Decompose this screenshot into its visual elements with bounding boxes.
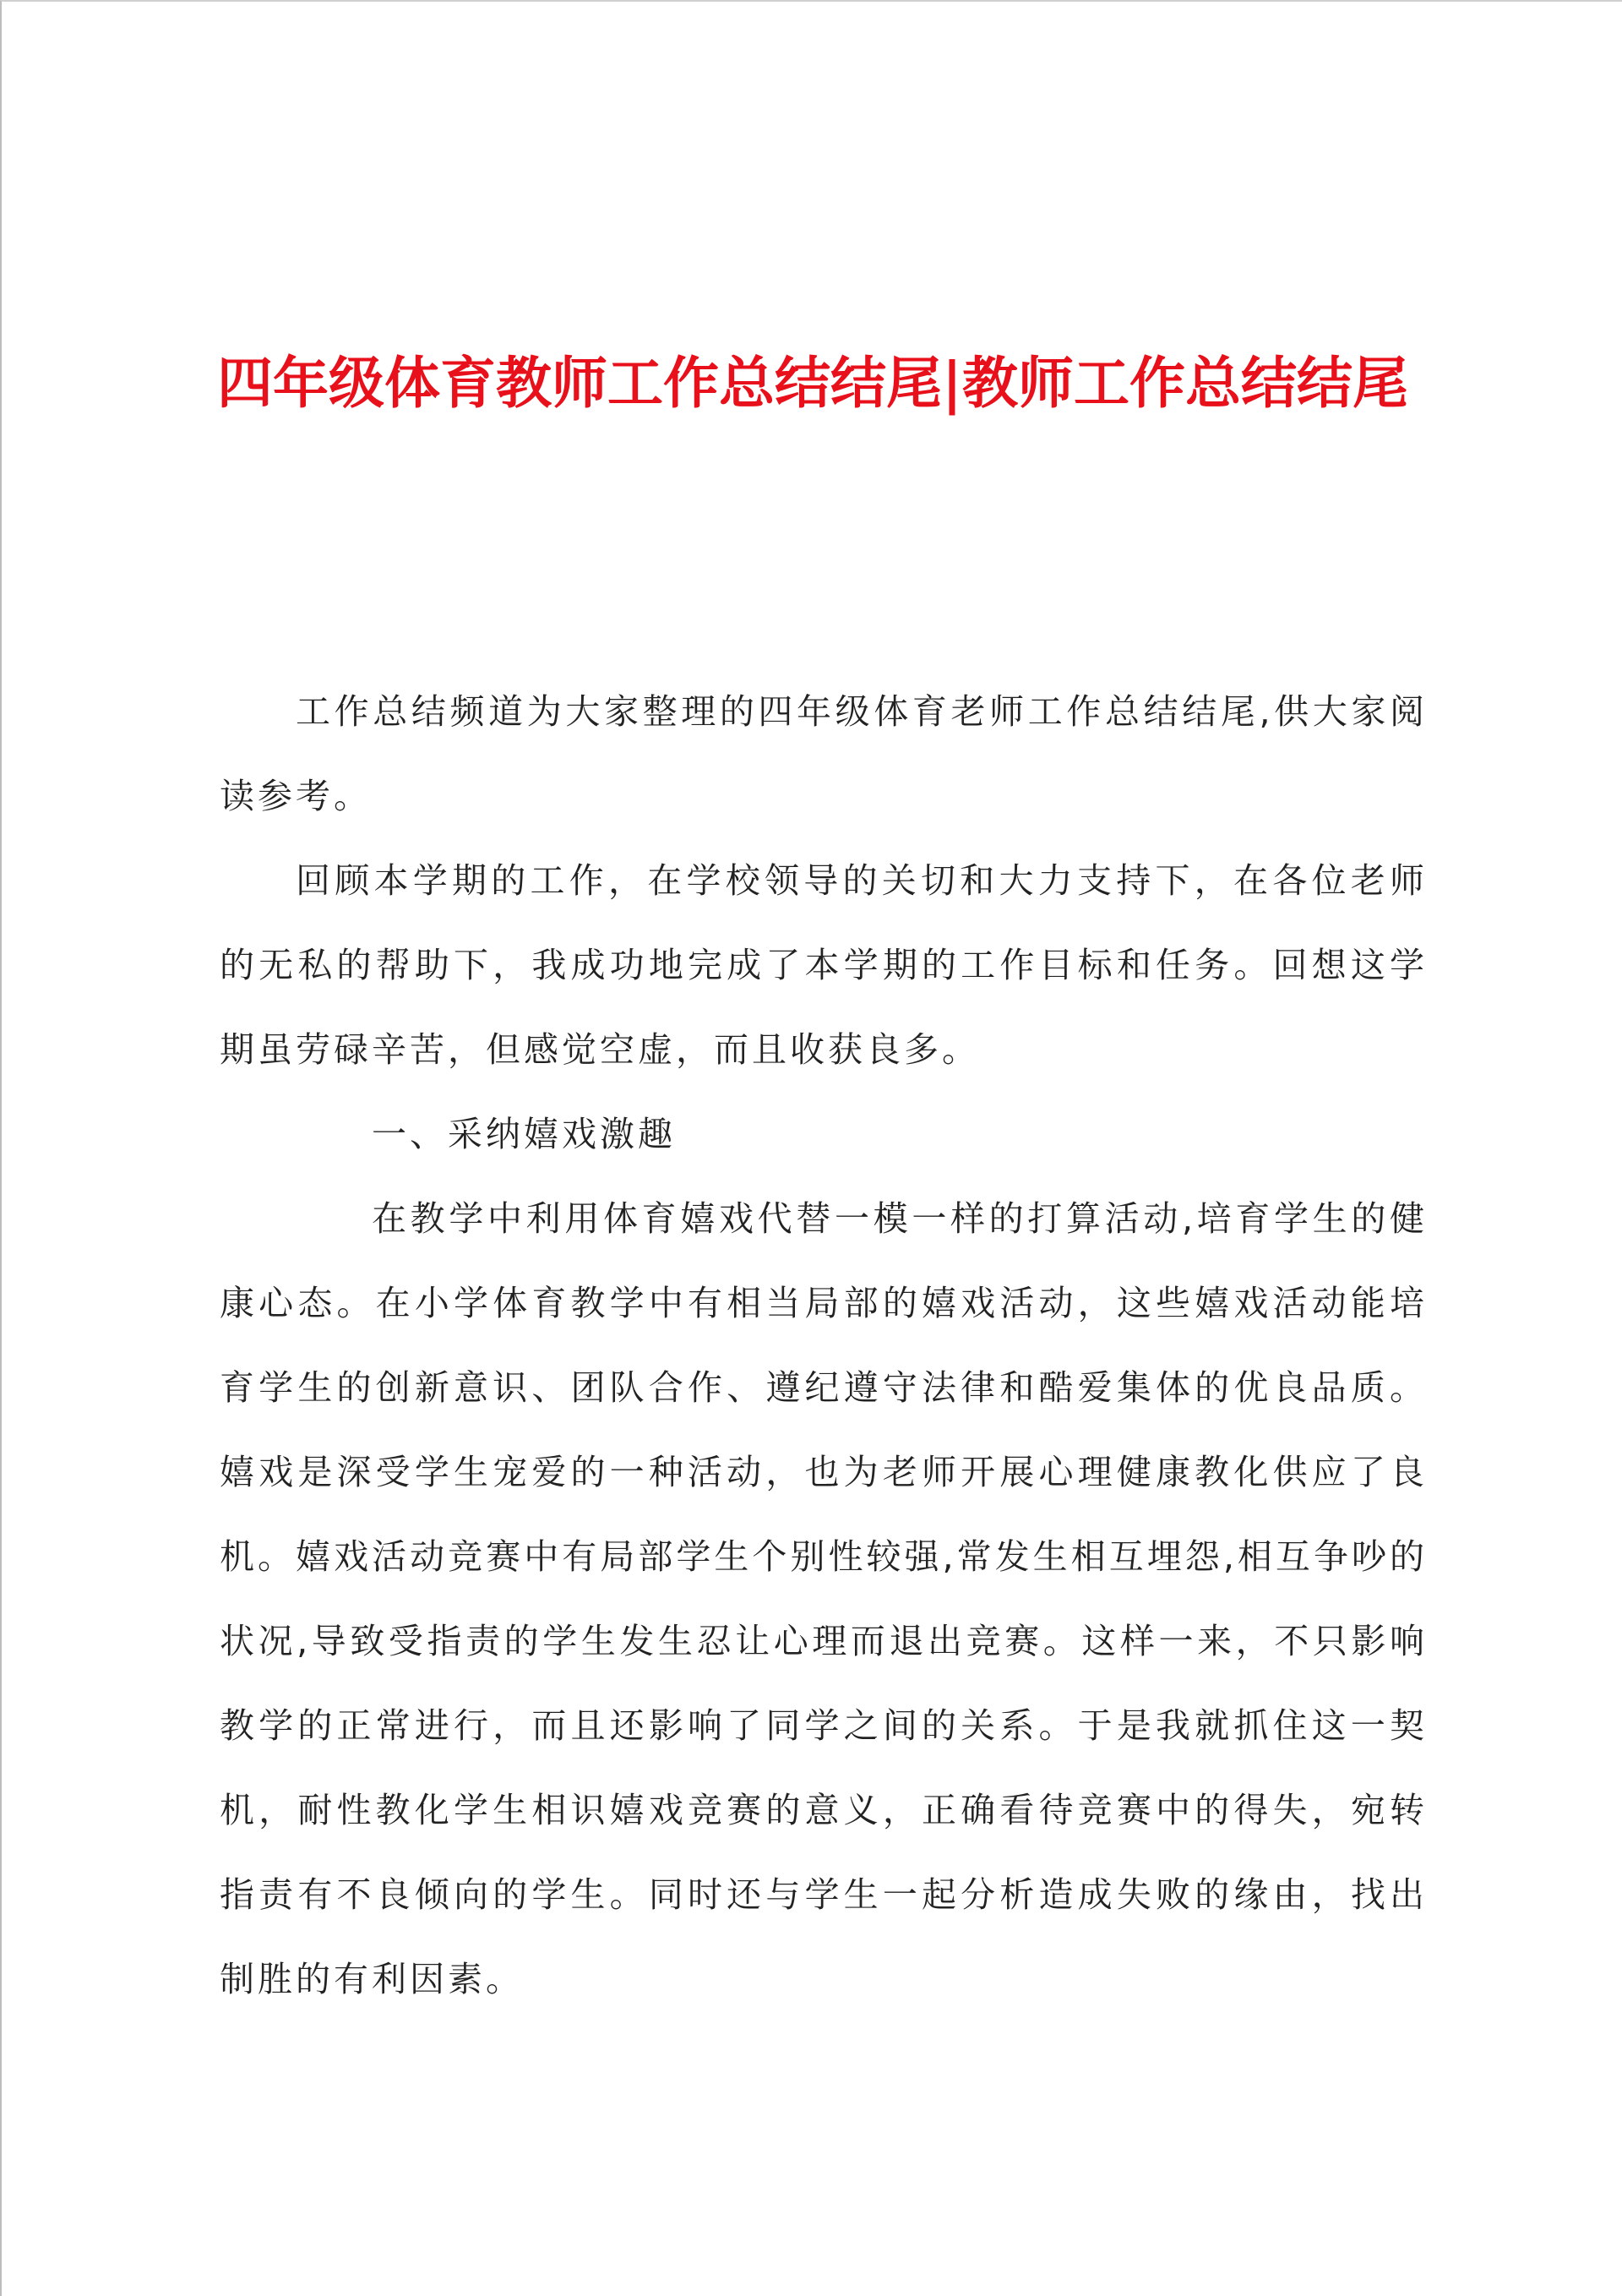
document-body [220,669,1428,2021]
intro-paragraph: 工作总结频道为大家整理的四年级体育老师工作总结结尾,供大家阅读参考。 [220,691,1428,816]
section-heading: 一、采纳嬉戏激趣 [372,1114,676,1154]
review-paragraph: 回顾本学期的工作，在学校领导的关切和大力支持下，在各位老师的无私的帮助下，我成功地完成了本学期的工作目标和任务。回想这学期虽劳碌辛苦，但感觉空虚，而且收获良多。 [220,860,1428,1070]
section-paragraph: 在教学中利用体育嬉戏代替一模一样的打算活动,培育学生的健康心态。在小学体育教学中有相当局部的嬉戏活动，这些嬉戏活动能培育学生的创新意识、团队合作、遵纪遵守法律和酷爱集体的优良品质。嬉戏是深受学生宠爱的一种活动，也为老师开展心理健康教化供应了良机。嬉戏活动竞赛中有局部学生个别性较强,常发生相互埋怨,相互争吵的状况,导致受指责的学生发生忍让心理而退出竞赛。这样一来，不只影响教学的正常进行，而且还影响了同学之间的关系。于是我就抓住这一契机，耐性教化学生相识嬉戏竞赛的意义，正确看待竞赛中的得失，宛转指责有不良倾向的学生。同时还与学生一起分析造成失败的缘由，找出制胜的有利因素。 [220,1198,1428,1999]
document-title: 四年级体育教师工作总结结尾|教师工作总结结尾 [216,350,1408,416]
